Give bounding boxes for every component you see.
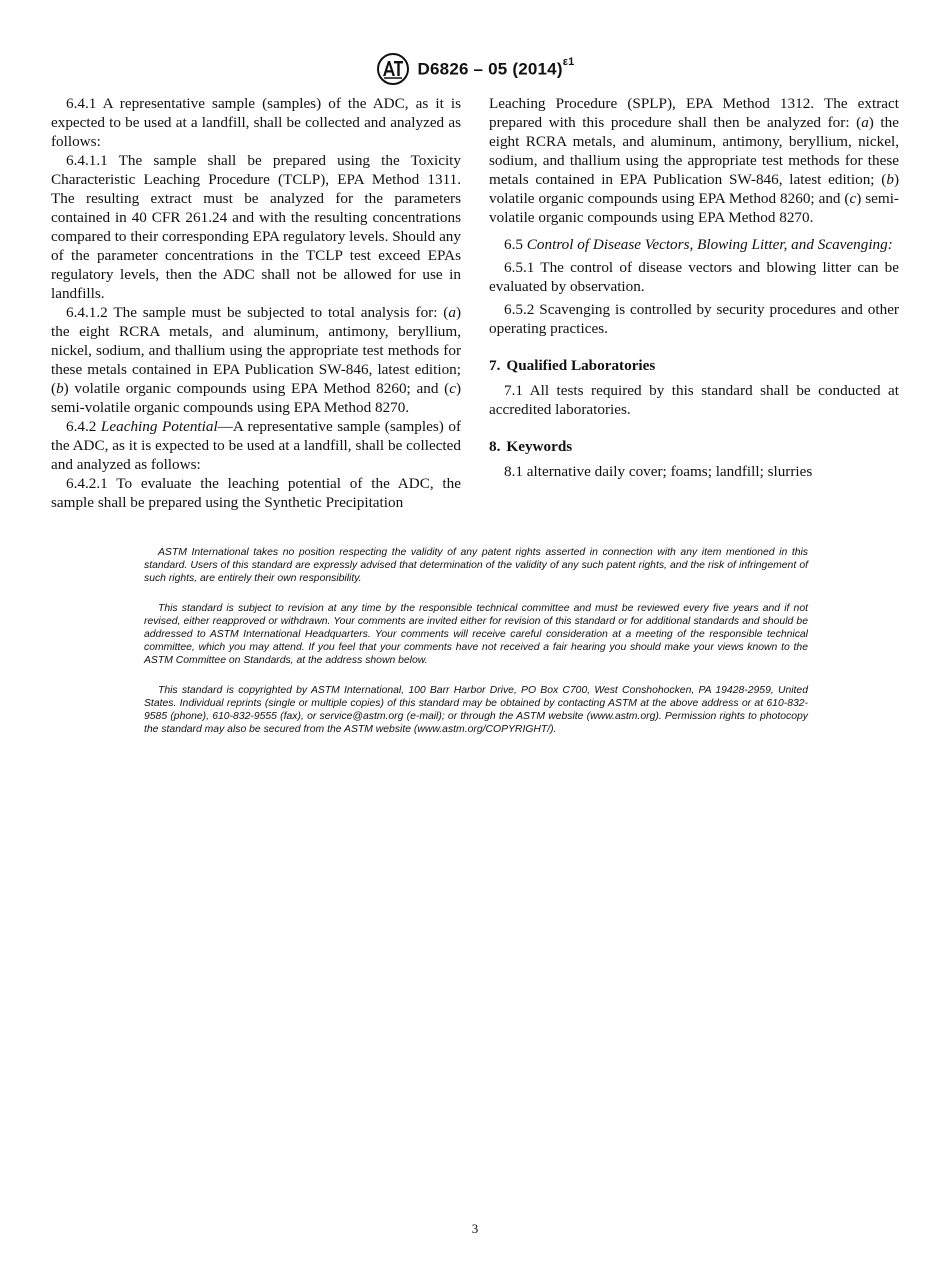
text-run: ) volatile organic compounds using EPA Method 8260; and (: [63, 380, 450, 397]
astm-logo-icon: [376, 52, 410, 86]
paragraph-6-4-2: [51, 417, 461, 474]
paragraph-6-5: [489, 235, 899, 254]
page-header: [0, 52, 950, 91]
text-run: ) semi-volatile organic compounds using EPA Method 8270.: [51, 380, 461, 416]
patent-notice: ASTM International takes no position respecting the validity of any patent rights asserted in connection with any item mentioned in this standard. Users of this standard are expressly advised that determination of the validity of any such patent rights, and the risk of infringement of such rights, are entirely their own responsibility.: [144, 547, 808, 584]
text-run: 6.4.1.2 The sample must be subjected to total analysis for: (: [66, 304, 449, 321]
paragraph-6-4-1: 6.4.1 A representative sample (samples) of the ADC, as it is expected to be used at a landfill, shall be collected and analyzed as follows:: [51, 95, 461, 150]
copyright-notice: This standard is copyrighted by ASTM International, 100 Barr Harbor Drive, PO Box C700, West Conshohocken, PA 19428-2959, United States. Individual reprints (single or multiple copies) of this standard may be obtained by contacting ASTM at the above address or at 610-832-9585 (phone), 610-832-9555 (fax), or service@astm.org (e-mail); or through the ASTM website (www.astm.org). Permission rights to photocopy the standard may also be secured from the ASTM website (www.astm.org/COPYRIGHT/).: [144, 685, 808, 735]
standard-designation: [417, 55, 575, 80]
section-number: 8.: [489, 438, 501, 455]
section-number: 6.4.2: [66, 418, 97, 435]
page-number: 3: [471, 1221, 479, 1236]
paragraph-8-1: 8.1 alternative daily cover; foams; landfill; slurries: [504, 463, 813, 480]
section-7-heading: [489, 356, 899, 375]
list-letter: a: [861, 114, 869, 131]
paragraph-6-5-1: 6.5.1 The control of disease vectors and blowing litter can be evaluated by observation.: [489, 259, 899, 295]
section-title: Qualified Laboratories: [506, 357, 656, 374]
text-run: —A representative sample (samples) of the ADC, as it is expected to be used at a landfill, shall be collected and analyzed as follows:: [51, 418, 462, 473]
right-column: [489, 94, 899, 481]
text-run: Leaching Procedure (SPLP), EPA Method 1312. The extract prepared with this procedure shall then be analyzed for: (: [489, 95, 899, 131]
list-letter: c: [849, 190, 857, 207]
revision-notice: This standard is subject to revision at any time by the responsible technical committee and must be reviewed every five years and if not revised, either reapproved or withdrawn. Your comments are invited either for revision of this standard or for additional standards and should be addressed to ASTM International Headquarters. Your comments will receive careful consideration at a meeting of the responsible technical committee, which you may attend. If you feel that your comments have not received a fair hearing you should make your views known to the ASTM Committee on Standards, at the address shown below.: [144, 603, 808, 666]
section-number: 6.5: [504, 236, 523, 253]
designation-text: D6826 – 05 (2014): [417, 59, 563, 79]
section-number: 7.: [489, 357, 501, 374]
list-letter: a: [448, 304, 456, 321]
paragraph-continued: [489, 94, 899, 227]
text-run: ) semi-volatile organic compounds using EPA Method 8270.: [489, 190, 899, 226]
left-column: [51, 94, 461, 512]
paragraph-6-5-2: 6.5.2 Scavenging is controlled by security procedures and other operating practices.: [489, 301, 899, 337]
header-inner: [376, 52, 575, 86]
text-run: ) volatile organic compounds using EPA Method 8260; and (: [489, 171, 899, 207]
legal-notices: [144, 546, 808, 753]
section-title: Leaching Potential: [100, 418, 218, 435]
section-title: Keywords: [506, 438, 573, 455]
paragraph-6-4-2-1: 6.4.2.1 To evaluate the leaching potential of the ADC, the sample shall be prepared using the Synthetic Precipitation: [51, 475, 461, 511]
text-run: ) the eight RCRA metals, and aluminum, antimony, beryllium, nickel, sodium, and thallium using the appropriate test methods for these metals contained in EPA Publication SW-846, latest edition; (: [51, 304, 461, 397]
paragraph-6-4-1-1: 6.4.1.1 The sample shall be prepared using the Toxicity Characteristic Leaching Procedure (TCLP), EPA Method 1311. The resulting extract must be analyzed for the parameters contained in 40 CFR 261.24 and with the resulting concentrations compared to their corresponding EPA regulatory levels. Should any of the parameter concentrations in the TCLP test exceed EPAs regulatory levels, then the ADC shall not be allowed for use in landfills.: [51, 152, 461, 302]
list-letter: b: [56, 380, 64, 397]
paragraph-7-1: 7.1 All tests required by this standard shall be conducted at accredited laboratories.: [489, 382, 899, 418]
list-letter: b: [886, 171, 894, 188]
section-8-heading: [489, 437, 899, 456]
list-letter: c: [449, 380, 456, 397]
paragraph-6-4-1-2: [51, 303, 461, 417]
text-run: ) the eight RCRA metals, and aluminum, antimony, beryllium, nickel, sodium, and thallium using the appropriate test methods for these metals contained in EPA Publication SW-846, latest edition; (: [489, 114, 899, 188]
designation-superscript: ε1: [562, 55, 575, 68]
section-title: Control of Disease Vectors, Blowing Litter, and Scavenging:: [526, 236, 893, 253]
